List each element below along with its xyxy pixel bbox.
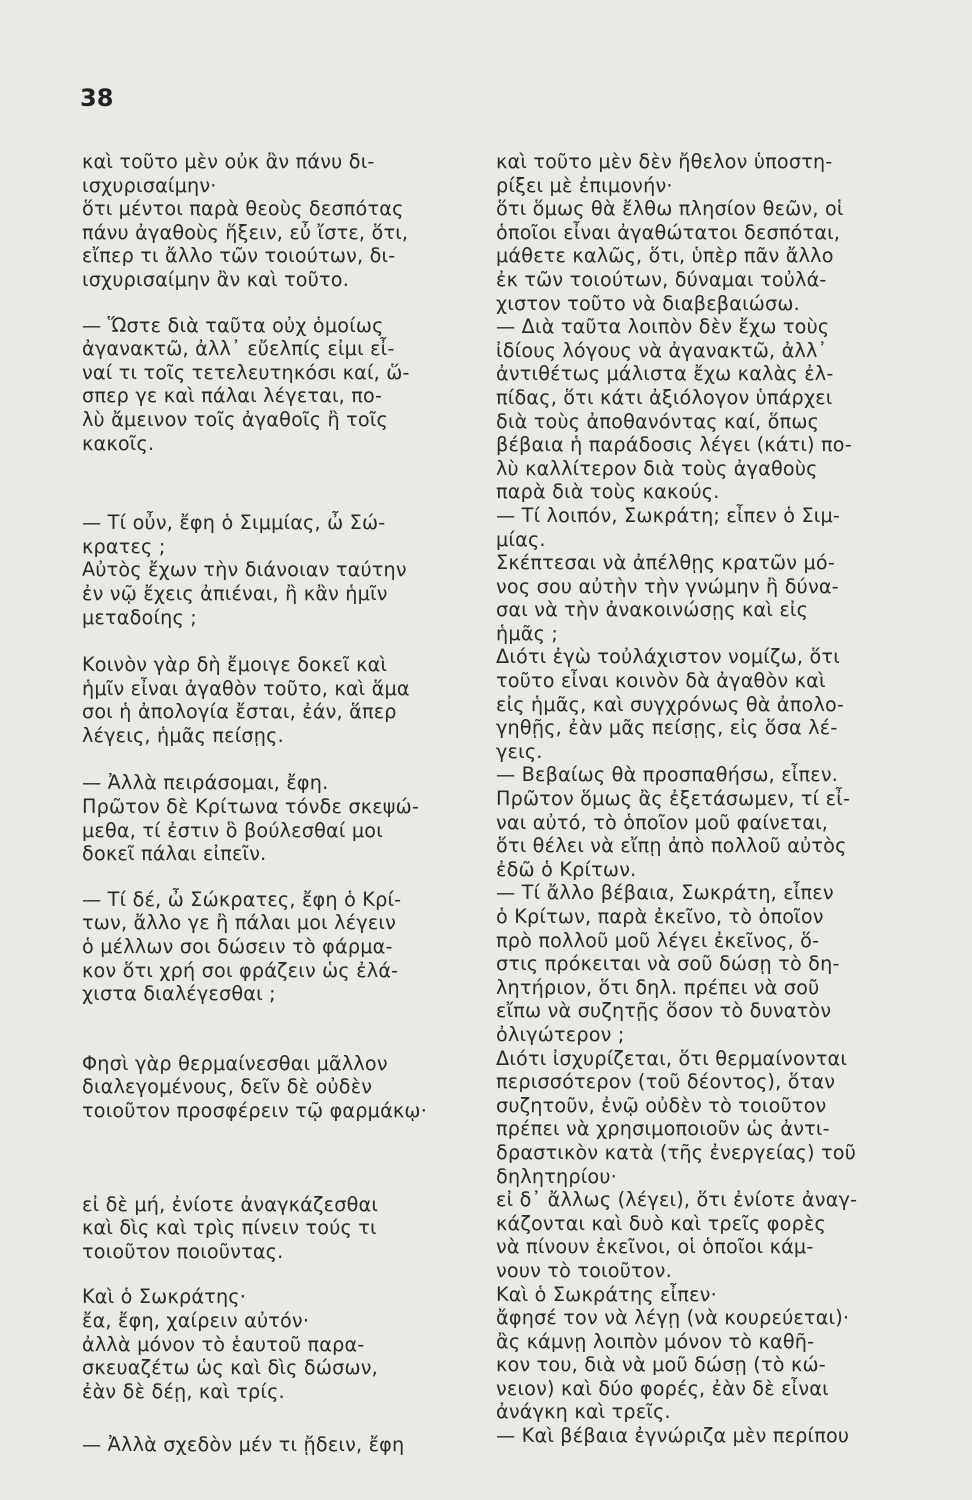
right-paragraph-1: καὶ τοῦτο μὲν δὲν ἤθελον ὑποστη- ρίξει μὲ ἐπιμονήν· ὅτι ὅμως θὰ ἔλθω πλησίον θεῶν, οἱ ὁποῖοι εἶναι ἀγαθώτατοι δεσπόται, μάθετε καλῶς, ὅτι, ὑπὲρ πᾶν ἄλλο ἐκ τῶν τοιούτων, δύναμαι τοὐλά- χιστον τοῦτο νὰ διαβεβαιώσω. — Διὰ ταῦτα λοιπὸν δὲν ἔχω τοὺς ἰδίους λόγους νὰ ἀγανακτῶ, ἀλλ᾽ ἀντιθέτως μάλιστα ἔχω καλὰς ἐλ- πίδας, ὅτι κάτι ἀξιόλογον ὑπάρχει διὰ τοὺς ἀποθανόντας καί, ὅπως βέβαια ἡ παράδοσις λέγει (κάτι) πο- λὺ καλλίτερον διὰ τοὺς ἀγαθοὺς παρὰ διὰ τοὺς κακούς. — Τί λοιπόν, Σωκράτη; εἶπεν ὁ Σιμ- μίας. Σκέπτεσαι νὰ ἀπέλθῃς κρατῶν μό- νος σου αὐτὴν τὴν γνώμην ἢ δύνα- σαι νὰ τὴν ἀνακοινώσῃς καὶ εἰς ἡμᾶς ; Διότι ἐγὼ τοὐλάχιστον νομίζω, ὅτι τοῦτο εἶναι κοινὸν δὰ ἀγαθὸν καὶ εἰς ἡμᾶς, καὶ συγχρόνως θὰ ἀπολο- γηθῇς, ἐὰν μᾶς πείσῃς, εἰς ὅσα λέ- γεις. — Βεβαίως θὰ προσπαθήσω, εἶπεν. Πρῶτον ὅμως ἂς ἐξετάσωμεν, τί εἶ- ναι αὐτό, τὸ ὁποῖον μοῦ φαίνεται, ὅτι θέλει νὰ εἴπῃ ἀπὸ πολλοῦ αὐτὸς ἐδῶ ὁ Κρίτων. — Τί ἄλλο βέβαια, Σωκράτη, εἶπεν ὁ Κρίτων, παρὰ ἐκεῖνο, τὸ ὁποῖον πρὸ πολλοῦ μοῦ λέγει ἐκεῖνος, ὅ- στις πρόκειται νὰ σοῦ δώσῃ τὸ δη- λητήριον, ὅτι δηλ. πρέπει νὰ σοῦ εἴπω νὰ συζητῇς ὅσον τὸ δυνατὸν ὀλιγώτερον ; Διότι ἰσχυρίζεται, ὅτι θερμαίνονται περισσότερον (τοῦ δέοντος), ὅταν συζητοῦν, ἐνῷ οὐδὲν τὸ τοιοῦτον πρέπει νὰ χρησιμοποιοῦν ὡς ἀντι- δραστικὸν κατὰ (τῆς ἐνεργείας) τοῦ δηλητηρίου· εἰ δ᾽ ἄλλως (λέγει), ὅτι ἐνίοτε ἀναγ- κάζονται καὶ δυὸ καὶ τρεῖς φορὲς νὰ πίνουν ἐκεῖνοι, οἱ ὁποῖοι κάμ- νουν τὸ τοιοῦτον. Καὶ ὁ Σωκράτης εἶπεν· ἄφησέ τον νὰ λέγῃ (νὰ κουρεύεται)· ἂς κάμνῃ λοιπὸν μόνον τὸ καθῆ- κον του, διὰ νὰ μοῦ δώσῃ (τὸ κώ- νειον) καὶ δύο φορές, ἐὰν δὲ εἶναι ἀνάγκη καὶ τρεῖς. — Καὶ βέβαια ἐγνώριζα μὲν περίπου (496, 150, 858, 1448)
left-paragraph-7: Φησὶ γὰρ θερμαίνεσθαι μᾶλλον διαλεγομένους, δεῖν δὲ οὐδὲν τοιοῦτον προσφέρειν τῷ φαρμάκῳ· (82, 1051, 427, 1122)
left-paragraph-6: — Τί δέ, ὦ Σώκρατες, ἔφη ὁ Κρί- των, ἄλλο γε ἢ πάλαι μοι λέγειν ὁ μέλλων σοι δώσειν τὸ φάρμα- κον ὅτι χρή σοι φράζειν ὡς ἐλά- χιστα διαλέγεσθαι ; (82, 887, 402, 1006)
left-paragraph-9: Καὶ ὁ Σωκράτης· ἔα, ἔφη, χαίρειν αὐτόν· ἀλλὰ μόνον τὸ ἑαυτοῦ παρα- σκευαζέτω ὡς καὶ δὶς δώσων, ἐὰν δὲ δέῃ, καὶ τρίς. (82, 1285, 378, 1403)
ancient-greek-column (82, 150, 462, 1457)
left-paragraph-8: εἰ δὲ μή, ἐνίοτε ἀναγκάζεσθαι καὶ δὶς καὶ τρὶς πίνειν τούς τι τοιοῦτον ποιοῦντας. (82, 1192, 379, 1263)
left-paragraph-10: — Ἀλλὰ σχεδὸν μέν τι ᾔδειν, ἔφη (82, 1433, 405, 1457)
modern-greek-column (496, 150, 908, 1448)
left-paragraph-4: Κοινὸν γὰρ δὴ ἔμοιγε δοκεῖ καὶ ἡμῖν εἶναι ἀγαθὸν τοῦτο, καὶ ἅμα σοι ἡ ἀπολογία ἔσται, ἐάν, ἅπερ λέγεις, ἡμᾶς πείσῃς. (82, 653, 410, 747)
left-paragraph-2: — Ὥστε διὰ ταῦτα οὐχ ὁμοίως ἀγανακτῶ, ἀλλ᾽ εὔελπίς εἰμι εἶ- ναί τι τοῖς τετελευτηκόσι καί, ὥ- σπερ γε καὶ πάλαι λέγεται, πο- λὺ ἄμεινον τοῖς ἀγαθοῖς ἢ τοῖς κακοῖς. (82, 313, 410, 455)
left-paragraph-5: — Ἀλλὰ πειράσομαι, ἔφη. Πρῶτον δὲ Κρίτωνα τόνδε σκεψώ- μεθα, τί ἐστιν ὃ βούλεσθαί μοι δοκεῖ πάλαι εἰπεῖν. (82, 771, 420, 866)
left-paragraph-3: — Τί οὖν, ἔφη ὁ Σιμμίας, ὦ Σώ- κρατες ; Αὐτὸς ἔχων τὴν διάνοιαν ταύτην ἐν νῷ ἔχεις ἀπιέναι, ἢ κἂν ἡμῖν μεταδοίης ; (82, 511, 407, 629)
left-paragraph-1: καὶ τοῦτο μὲν οὐκ ἂν πάνυ δι- ισχυρισαίμην· ὅτι μέντοι παρὰ θεοὺς δεσπότας πάνυ ἀγαθοὺς ἥξειν, εὖ ἴστε, ὅτι, εἴπερ τι ἄλλο τῶν τοιούτων, δι- ισχυρισαίμην ἂν καὶ τοῦτο. (82, 150, 409, 291)
page-number: 38 (80, 84, 114, 112)
